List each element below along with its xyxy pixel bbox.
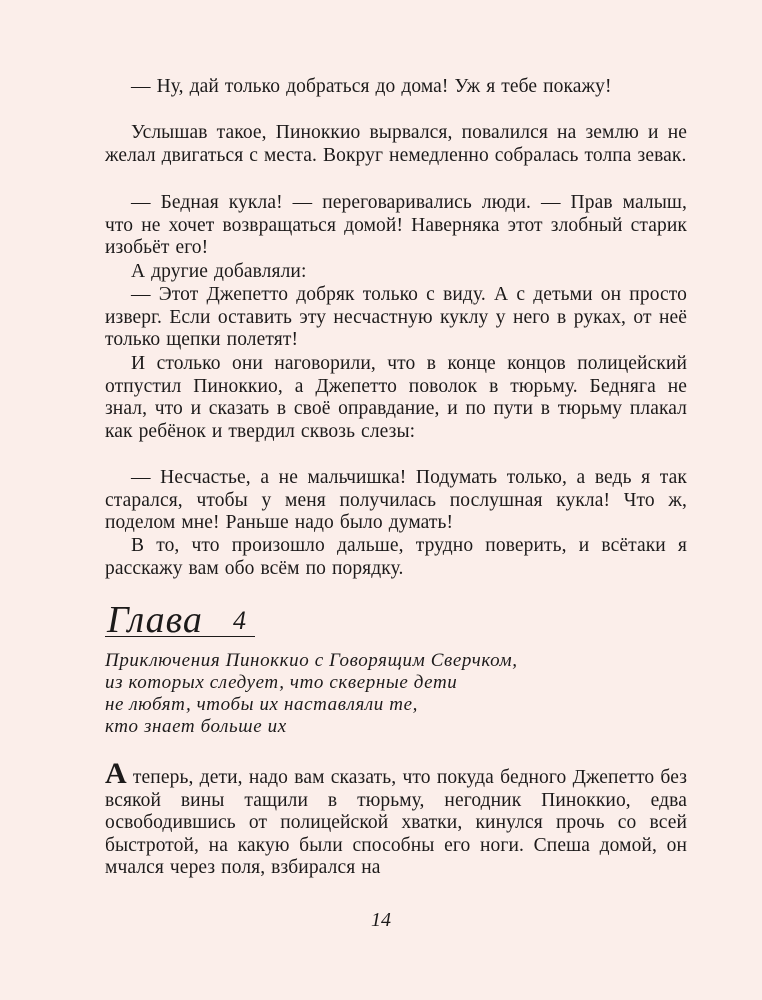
page-number: 14 <box>371 909 391 931</box>
chapter-opening-paragraph <box>105 757 687 880</box>
drop-cap-initial: А <box>105 757 127 790</box>
paragraph-4: А другие добавляли: <box>131 261 307 282</box>
paragraph-5: — Этот Джепетто добряк только с виду. А с детьми он просто изверг. Если оставить эту несчастную куклу у него в руках, от неё только щепки полетят! <box>105 284 687 351</box>
chapter-number: 4 <box>233 606 246 635</box>
paragraph-8: В то, что произошло дальше, трудно поверить, и всётаки я расскажу вам обо всём по порядку. <box>105 535 687 579</box>
chapter-subtitle-line-2: из которых следует, что скверные дети <box>105 672 458 693</box>
chapter-heading <box>105 598 705 644</box>
chapter-subtitle-line-1: Приключения Пиноккио с Говорящим Сверчком, <box>105 650 518 671</box>
chapter-subtitle-line-3: не любят, чтобы их наставляли те, <box>105 694 418 715</box>
paragraph-2: Услышав такое, Пиноккио вырвался, повалился на землю и не желал двигаться с места. Вокруг немедленно собралась толпа зевак. <box>105 122 687 166</box>
paragraph-6: И столько они наговорили, что в конце концов полицейский отпустил Пиноккио, а Джепетто поволок в тюрьму. Бедняга не знал, что и сказать в своё оправдание, и по пути в тюрьму плакал как ребёнок и твердил сквозь слезы: <box>105 353 687 442</box>
paragraph-7: — Несчастье, а не мальчишка! Подумать только, а ведь я так старался, чтобы у меня получилась послушная кукла! Что ж, поделом мне! Раньше надо было думать! <box>105 467 687 534</box>
paragraph-1: — Ну, дай только добраться до дома! Уж я тебе покажу! <box>131 76 612 97</box>
chapter-title: Глава <box>107 599 203 641</box>
chapter-subtitle-line-4: кто знает больше их <box>105 716 287 737</box>
paragraph-3: — Бедная кукла! — переговаривались люди. — Прав малыш, что не хочет возвращаться домой! Наверняка этот злобный старик изобьёт его! <box>105 192 687 259</box>
chapter-underline <box>105 636 255 637</box>
chapter-opening-text: теперь, дети, надо вам сказать, что покуда бедного Джепетто без всякой вины тащили в тюрьму, негодник Пиноккио, едва освободившись от полицейской хватки, кинулся прочь со всей быстротой, на какую были способны его ноги. Спеша домой, он мчался через поля, взбирался на <box>105 767 687 879</box>
